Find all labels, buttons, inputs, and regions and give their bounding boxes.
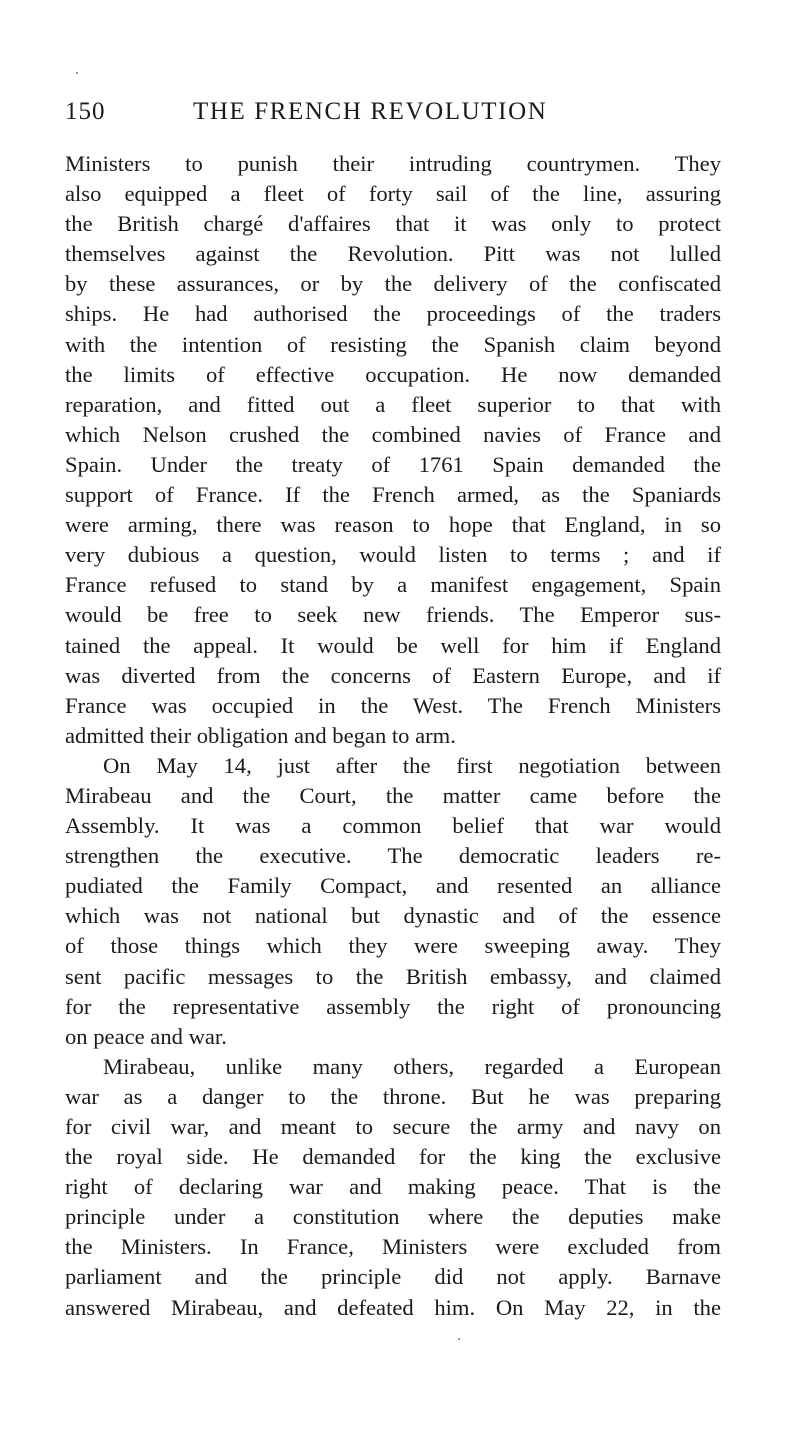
text-line: for the representative assembly the right of pronouncing bbox=[65, 993, 721, 1019]
text-line: also equipped a fleet of forty sail of the line, assuring bbox=[65, 181, 721, 207]
text-line: the British chargé d'affaires that it was only to protect bbox=[65, 211, 721, 237]
body-text bbox=[65, 149, 721, 1323]
text-line: which was not national but dynastic and of the essence bbox=[65, 903, 721, 929]
text-line: tained the appeal. It would be well for him if England bbox=[65, 632, 721, 658]
text-line: answered Mirabeau, and defeated him. On May 22, in the bbox=[65, 1294, 721, 1320]
text-line: the limits of effective occupation. He now demanded bbox=[65, 361, 721, 387]
text-line: very dubious a question, would listen to terms ; and if bbox=[65, 542, 721, 568]
text-line: which Nelson crushed the combined navies of France and bbox=[65, 421, 721, 447]
text-line: were arming, there was reason to hope that England, in so bbox=[65, 512, 721, 538]
text-line: was diverted from the concerns of Eastern Europe, and if bbox=[65, 662, 721, 688]
text-line: France refused to stand by a manifest engagement, Spain bbox=[65, 572, 721, 598]
paragraph bbox=[65, 149, 721, 751]
text-line: Ministers to punish their intruding countrymen. They bbox=[65, 151, 721, 176]
text-line: ships. He had authorised the proceedings of the traders bbox=[65, 301, 721, 327]
text-line: themselves against the Revolution. Pitt was not lulled bbox=[65, 241, 721, 267]
paragraph bbox=[65, 1052, 721, 1323]
text-line: principle under a constitution where the deputies make bbox=[65, 1204, 721, 1230]
text-line: of those things which they were sweeping away. They bbox=[65, 933, 721, 959]
text-line: Mirabeau, unlike many others, regarded a European bbox=[103, 1053, 721, 1079]
text-line: admitted their obligation and began to arm. bbox=[65, 722, 456, 748]
text-line: war as a danger to the throne. But he was preparing bbox=[65, 1083, 721, 1109]
text-line: sent pacific messages to the British embassy, and claimed bbox=[65, 963, 721, 989]
running-title: THE FRENCH REVOLUTION bbox=[193, 98, 548, 125]
paragraph bbox=[65, 751, 721, 1052]
text-line: support of France. If the French armed, as the Spaniards bbox=[65, 482, 721, 508]
text-line: Spain. Under the treaty of 1761 Spain demanded the bbox=[65, 451, 721, 477]
text-line: right of declaring war and making peace. That is the bbox=[65, 1174, 721, 1200]
text-line: for civil war, and meant to secure the army and navy on bbox=[65, 1114, 721, 1139]
text-line: On May 14, just after the first negotiation between bbox=[103, 752, 721, 778]
text-line: the royal side. He demanded for the king the exclusive bbox=[65, 1144, 721, 1170]
text-line: parliament and the principle did not apply. Barnave bbox=[65, 1264, 721, 1290]
text-line: by these assurances, or by the delivery of the confiscated bbox=[65, 271, 721, 297]
text-line: reparation, and fitted out a fleet superior to that with bbox=[65, 391, 721, 417]
paper-speck bbox=[458, 1338, 460, 1340]
text-line: with the intention of resisting the Spanish claim beyond bbox=[65, 331, 721, 357]
text-line: Mirabeau and the Court, the matter came before the bbox=[65, 782, 721, 808]
text-line: Assembly. It was a common belief that war would bbox=[65, 813, 721, 839]
text-line: pudiated the Family Compact, and resented an alliance bbox=[65, 873, 721, 899]
page-number: 150 bbox=[65, 98, 106, 125]
text-line: France was occupied in the West. The French Ministers bbox=[65, 692, 721, 718]
paper-speck bbox=[76, 72, 78, 74]
page-header bbox=[65, 98, 725, 132]
text-line: the Ministers. In France, Ministers were excluded from bbox=[65, 1234, 721, 1260]
text-line: would be free to seek new friends. The Emperor sus- bbox=[65, 602, 721, 628]
text-line: on peace and war. bbox=[65, 1023, 227, 1049]
text-line: strengthen the executive. The democratic leaders re- bbox=[65, 843, 721, 869]
